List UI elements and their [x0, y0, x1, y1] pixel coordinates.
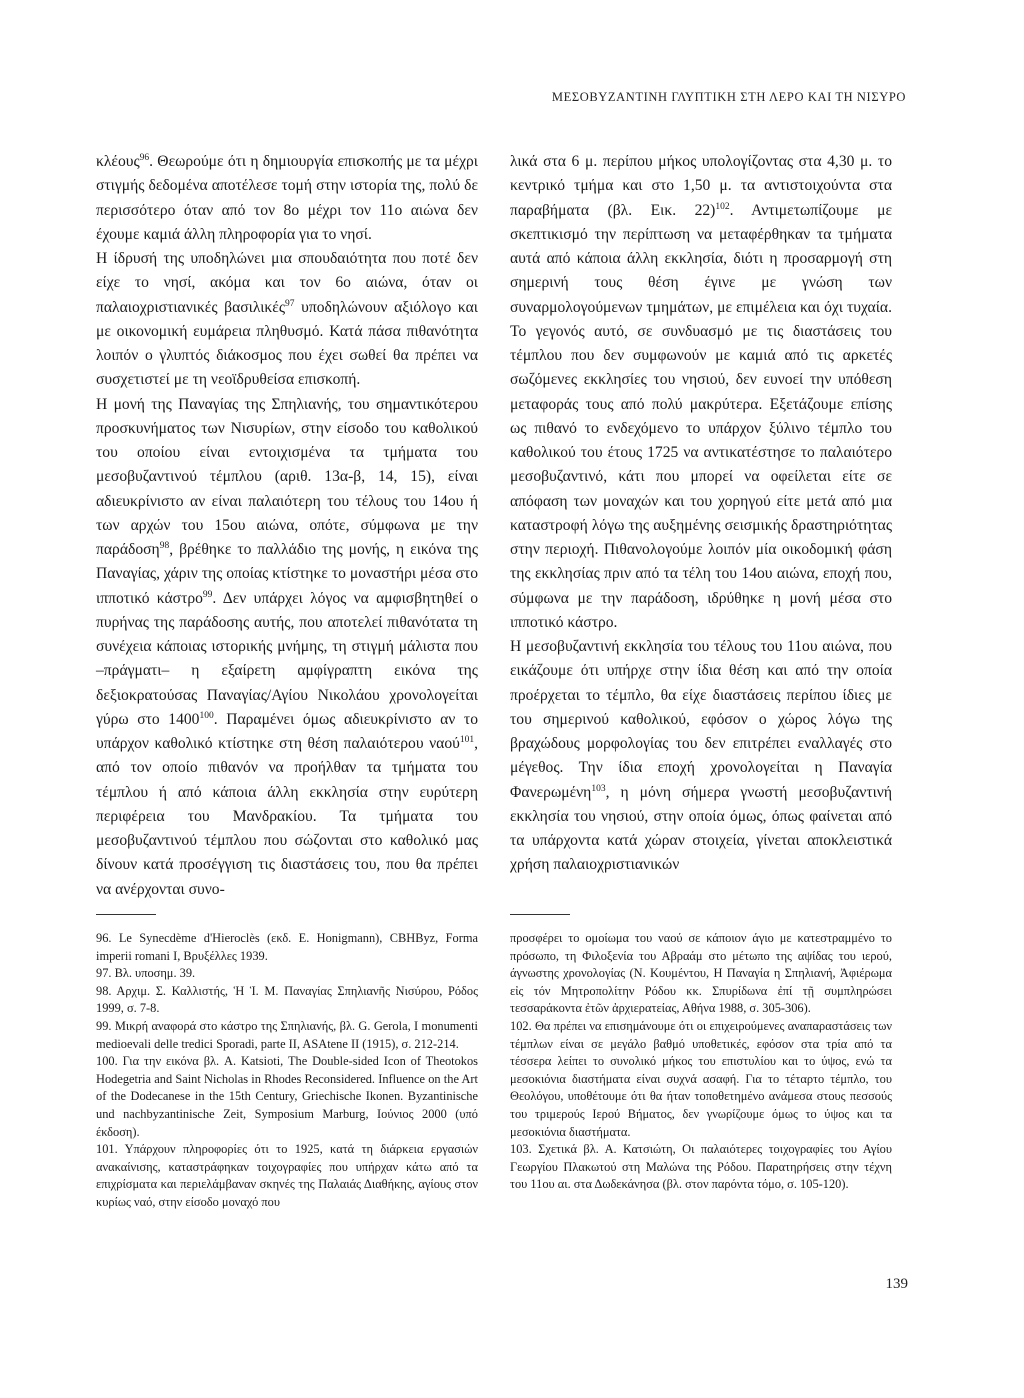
text: υποδηλώνουν αξιόλογο και με οικονομική ευμάρεια πληθυσμό. Κατά πάσα πιθανότητα λοιπόν ο γλυπτός διάκοσμος που έχει σωθεί θα πρέπει να συσχετιστεί με τη νεοϊδρυθείσα επισκοπή.	[96, 298, 478, 389]
text: , από τον οποίο πιθανόν να προήλθαν τα τμήματα του τέμπλου ή από κάποια άλλη εκκλησία στην ευρύτερη περιφέρεια του Μανδρακίου. Τα τμήματα του μεσοβυζαντινού τέμπλου που σώζονται στο καθολικό μας δίνουν κατά προσέγγιση τις διαστάσεις του, που θα πρέπει να ανέρχονται συνο-	[96, 735, 478, 898]
footnote-99: 99. Μικρή αναφορά στο κάστρο της Σπηλιανής, βλ. G. Gerola, I monumenti medioevali delle tredici Sporadi, parte II, ASAtene II (1915), σ. 212-214.	[96, 1018, 478, 1051]
paragraph	[96, 393, 478, 902]
text: λικά στα 6 μ. περίπου μήκος υπολογίζοντας στα 4,30 μ. το κεντρικό τμήμα και στο 1,50 μ. τα αντιστοιχούντα στα παραβήματα (βλ. Εικ. 22)	[510, 153, 892, 219]
footnote-ref-103[interactable]: 103	[591, 783, 606, 794]
footnote-ref-97[interactable]: 97	[285, 298, 295, 309]
text: , βρέθηκε το παλλάδιο της μονής, η εικόνα της Παναγίας, χάριν της οποίας κτίστηκε το μοναστήρι μέσα στο ιπποτικό κάστρο	[96, 541, 478, 607]
footnote-97: 97. Βλ. υποσημ. 39.	[96, 966, 196, 981]
text: Η ίδρυσή της υποδηλώνει μια σπουδαιότητα που ποτέ δεν είχε το νησί, ακόμα και τον 6ο αιώνα, όταν οι παλαιοχριστιανικές βασιλικές	[96, 250, 478, 316]
footnote-103: 103. Σχετικά βλ. Α. Κατσιώτη, Οι παλαιότερες τοιχογραφίες του Αγίου Γεωργίου Πλακωτού στη Μαλώνα της Ρόδου. Παρατηρήσεις στην τέχνη του 11ου αι. στα Δωδεκάνησα (βλ. στον παρόντα τόμο, σ. 105-120).	[510, 1142, 892, 1192]
footnote-96: 96. Le Synecdème d'Hieroclès (εκδ. E. Honigmann), CBHByz, Forma imperii romani I, Βρυξέλλες 1939.	[96, 931, 478, 963]
footnote-102: 102. Θα πρέπει να επισημάνουμε ότι οι επιχειρούμενες αναπαραστάσεις των τέμπλων είναι σε μεγάλο βαθμό υποθετικές, εφόσον στα τρία από τα τέσσερα λείπει το συνολικό μήκος του επιστυλίου και το ύψος, ενώ τα μεσοκιόνια διαστήματα είναι συχνά ασαφή. Για το τέταρτο τέμπλο, του Θεολόγου, υποθέτουμε ότι θα ήταν τοποθετημένο ανάμεσα στους πεσσούς του τριμερούς Ιερού Βήματος, δεν γνωρίζουμε όμως το ύψος και τα μεσοκιόνια διαστήματα.	[510, 1018, 892, 1139]
paragraph	[510, 635, 892, 878]
paragraph	[510, 150, 892, 635]
text: κλέους	[96, 153, 140, 170]
paragraph	[96, 247, 478, 393]
footnotes-left	[96, 930, 478, 1212]
body-column-left	[96, 150, 478, 902]
running-header: ΜΕΣΟΒΥΖΑΝΤΙΝΗ ΓΛΥΠΤΙΚΗ ΣΤΗ ΛΕΡΟ ΚΑΙ ΤΗ ΝΙΣΥΡΟ	[551, 90, 906, 104]
footnote-ref-100[interactable]: 100	[199, 710, 214, 721]
paragraph	[96, 150, 478, 247]
footnote-ref-98[interactable]: 98	[159, 540, 170, 551]
text: Η μεσοβυζαντινή εκκλησία του τέλους του 11ου αιώνα, που εικάζουμε ότι υπήρχε στην ίδια θέση και από την οποία προέρχεται το τέμπλο, θα είχε διαστάσεις περίπου ίδιες με του σημερινού καθολικού, εφόσον ο χώρος λόγω της βραχώδους μορφολογίας του δεν επιτρέπει εναλλαγές στο μέγεθος. Την ίδια εποχή χρονολογείται η Παναγία Φανερωμένη	[510, 638, 892, 801]
footnote-divider	[96, 914, 156, 915]
footnote-101: 101. Υπάρχουν πληροφορίες ότι το 1925, κατά τη διάρκεια εργασιών ανακαίνισης, καταστράφηκαν τοιχογραφίες που υπήρχαν κάτω από τα επιχρίσματα και περιελάμβαναν σκηνές της Παλαιάς Διαθήκης, αγίους στον κυρίως ναό, στην είσοδο μοναχό που	[96, 1142, 478, 1209]
footnotes-right	[510, 930, 892, 1194]
text: Η μονή της Παναγίας της Σπηλιανής, του σημαντικότερου προσκυνήματος των Νισυρίων, στην είσοδο του καθολικού του οποίου είναι εντοιχισμένα τα τμήματα του μεσοβυζαντινού τέμπλου (αριθ. 13α-β, 14, 15), είναι αδιευκρίνιστο αν είναι παλαιότερη του τέλους του 14ου ή των αρχών του 15ου αιώνα, οπότε, σύμφωνα με την παράδοση	[96, 395, 478, 558]
text: . Αντιμετωπίζουμε με σκεπτικισμό την περίπτωση να μεταφέρθηκαν τα τμήματα αυτά από κάποια άλλη εκκλησία, διότι η προσαρμογή στη σημερινή τους θέση έγινε με γνώση των συναρμολογούμενων τμημάτων, με επιμέλεια και όχι τυχαία. Το γεγονός αυτό, σε συνδυασμό με τις διαστάσεις του τέμπλου που δεν συμφωνούν με καμιά από τις αρκετές σωζόμενες εκκλησίες του νησιού, δεν ευνοεί την υπόθεση μεταφοράς τους από πολύ μακρύτερα. Εξετάζουμε επίσης ως πιθανό το ενδεχόμενο το υπάρχον ξύλινο τέμπλο του καθολικού του έτους 1725 να αντικατέστησε το παλαιότερο μεσοβυζαντινό, κάτι που μπορεί να οφείλεται είτε σε απόφαση των μοναχών και του χορηγού είτε μετά από μια καταστροφή λόγω της αυξημένης σεισμικής δραστηριότητας στην περιοχή. Πιθανολογούμε λοιπόν μία οικοδομική φάση της εκκλησίας πριν από τα τέλη του 14ου αιώνα, εποχή που, σύμφωνα με την παράδοση, ιδρύθηκε η μονή μέσα στο ιπποτικό κάστρο.	[510, 201, 892, 631]
text: . Παραμένει όμως αδιευκρίνιστο αν το υπάρχον καθολικό κτίστηκε στη θέση παλαιότερου ναού	[96, 710, 478, 752]
footnote-ref-96[interactable]: 96	[139, 152, 150, 163]
footnote-ref-102[interactable]: 102	[715, 201, 730, 212]
text: , η μόνη σήμερα γνωστή μεσοβυζαντινή εκκλησία του νησιού, στην οποία όμως, όπως φαίνεται από τα υπάρχοντα κατά χώραν στοιχεία, γίνεται αποκλειστικά χρήση παλαιοχριστιανικών	[510, 783, 892, 874]
footnote-98: 98. Αρχιμ. Σ. Καλλιστής, Ἡ Ἱ. Μ. Παναγίας Σπηλιανῆς Νισύρου, Ρόδος 1999, σ. 7-8.	[96, 983, 478, 1016]
footnote-100: 100. Για την εικόνα βλ. A. Katsioti, The Double-sided Icon of Theotokos Hodegetria and Saint Nicholas in Rhodes Reconsidered. Influence on the Art of the Dodecanese in the 15th Century, Griechische Ikonen. Byzantinische und nachbyzantinische Zeit, Symposium Marburg, Ιούνιος 2000 (υπό έκδοση).	[96, 1054, 478, 1139]
body-column-right	[510, 150, 892, 878]
footnote-divider	[510, 914, 570, 915]
footnote-101-continued: προσφέρει το ομοίωμα του ναού σε κάποιον άγιο με κατεστραμμένο το πρόσωπο, τη Φιλοξενία του Αβραάμ στο μέτωπο της αψίδας του ιερού, άγνωστης χρονολογίας (Ν. Κουμέντου, Η Παναγία η Σπηλιανή, Ἀφιέρωμα εἰς τόν Μητροπολίτην Ρόδου κκ. Σπυρίδωνα ἐπί τῇ συμπληρώσει τεσσαράκοντα ἐτῶν ἀρχιερατείας, Αθήνα 1988, σ. 305-306).	[510, 931, 892, 1016]
footnote-ref-99[interactable]: 99	[202, 589, 213, 600]
footnote-ref-101[interactable]: 101	[459, 734, 475, 745]
page-number: 139	[885, 1276, 908, 1292]
text: . Θεωρούμε ότι η δημιουργία επισκοπής με τα μέχρι στιγμής δεδομένα αποτέλεσε τομή στην ιστορία της, πολύ δε περισσότερο όταν από τον 8ο μέχρι τον 11ο αιώνα δεν έχουμε καμιά άλλη πληροφορία για το νησί.	[96, 153, 478, 243]
text: . Δεν υπάρχει λόγος να αμφισβητηθεί ο πυρήνας της παράδοσης αυτής, που αποτελεί πιθανότατα τη συνέχεια κάποιας ιστορικής μνήμης, τη στιγμή μάλιστα που –πράγματι– η εξαίρετη αμφίγραπτη εικόνα της δεξιοκρατούσας Παναγίας/Αγίου Νικολάου χρονολογείται γύρω στο 1400	[96, 589, 478, 728]
